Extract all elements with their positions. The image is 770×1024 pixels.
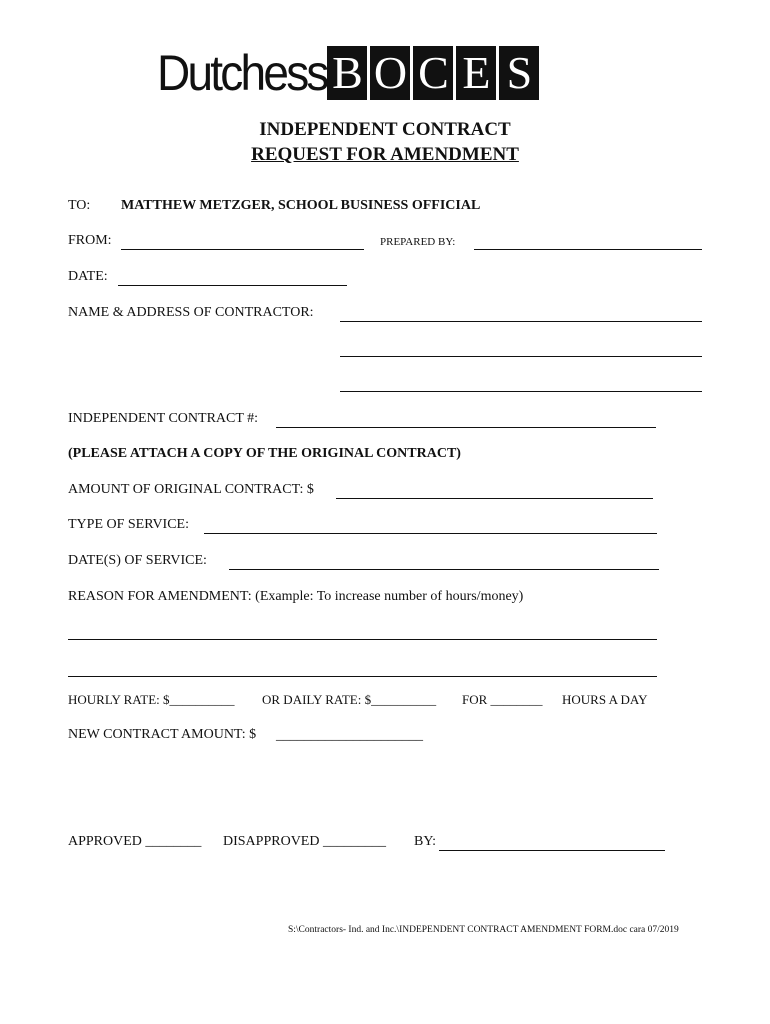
service-type-field[interactable] bbox=[204, 533, 657, 534]
contractor-field-line-1[interactable] bbox=[340, 321, 702, 322]
attach-note: (PLEASE ATTACH A COPY OF THE ORIGINAL CONTRACT) bbox=[68, 446, 461, 461]
logo-letter: C bbox=[413, 46, 453, 100]
hours-per-day-field[interactable]: FOR ________ bbox=[462, 692, 543, 707]
hours-a-day-label: HOURS A DAY bbox=[562, 692, 648, 707]
logo-letter: E bbox=[456, 46, 496, 100]
from-field[interactable] bbox=[121, 249, 364, 250]
approved-field[interactable]: APPROVED ________ bbox=[68, 834, 202, 849]
service-dates-field[interactable] bbox=[229, 569, 659, 570]
logo-letter: O bbox=[370, 46, 410, 100]
contractor-field-line-2[interactable] bbox=[340, 356, 702, 357]
dutchess-boces-logo bbox=[157, 46, 542, 100]
from-label: FROM: bbox=[68, 233, 112, 248]
contract-number-label: INDEPENDENT CONTRACT #: bbox=[68, 411, 259, 426]
service-type-label: TYPE OF SERVICE: bbox=[68, 517, 190, 532]
service-dates-label: DATE(S) OF SERVICE: bbox=[68, 553, 207, 568]
by-signature-field[interactable] bbox=[439, 850, 665, 851]
date-label: DATE: bbox=[68, 269, 108, 284]
prepared-by-field[interactable] bbox=[474, 249, 702, 250]
reason-label: REASON FOR AMENDMENT: (Example: To increase number of hours/money) bbox=[68, 589, 524, 604]
contractor-field-line-3[interactable] bbox=[340, 391, 702, 392]
form-subtitle-wrap bbox=[0, 144, 770, 166]
logo-boxed-letters bbox=[327, 46, 542, 100]
original-amount-field[interactable] bbox=[336, 498, 653, 499]
contract-number-field[interactable] bbox=[276, 427, 656, 428]
prepared-by-label: PREPARED BY: bbox=[380, 236, 456, 248]
new-amount-field[interactable]: _____________________ bbox=[276, 728, 423, 743]
contractor-label: NAME & ADDRESS OF CONTRACTOR: bbox=[68, 305, 314, 320]
to-recipient: MATTHEW METZGER, SCHOOL BUSINESS OFFICIAL bbox=[121, 198, 481, 213]
form-title: INDEPENDENT CONTRACT bbox=[259, 119, 511, 140]
form-subtitle: REQUEST FOR AMENDMENT bbox=[251, 144, 519, 165]
reason-field-line-1[interactable] bbox=[68, 639, 657, 640]
by-label: BY: bbox=[414, 834, 437, 849]
reason-field-line-2[interactable] bbox=[68, 676, 657, 677]
logo-wordmark: Dutchess bbox=[157, 45, 327, 101]
new-amount-label: NEW CONTRACT AMOUNT: $ bbox=[68, 727, 257, 742]
to-label: TO: bbox=[68, 198, 91, 213]
original-amount-label: AMOUNT OF ORIGINAL CONTRACT: $ bbox=[68, 482, 314, 497]
disapproved-field[interactable]: DISAPPROVED _________ bbox=[223, 834, 386, 849]
hourly-rate-field[interactable]: HOURLY RATE: $__________ bbox=[68, 692, 235, 707]
logo-letter: S bbox=[499, 46, 539, 100]
logo-letter: B bbox=[327, 46, 367, 100]
file-path-footer: S:\Contractors- Ind. and Inc.\INDEPENDENT CONTRACT AMENDMENT FORM.doc cara 07/2019 bbox=[288, 925, 679, 935]
daily-rate-field[interactable]: OR DAILY RATE: $__________ bbox=[262, 692, 437, 707]
date-field[interactable] bbox=[118, 285, 347, 286]
